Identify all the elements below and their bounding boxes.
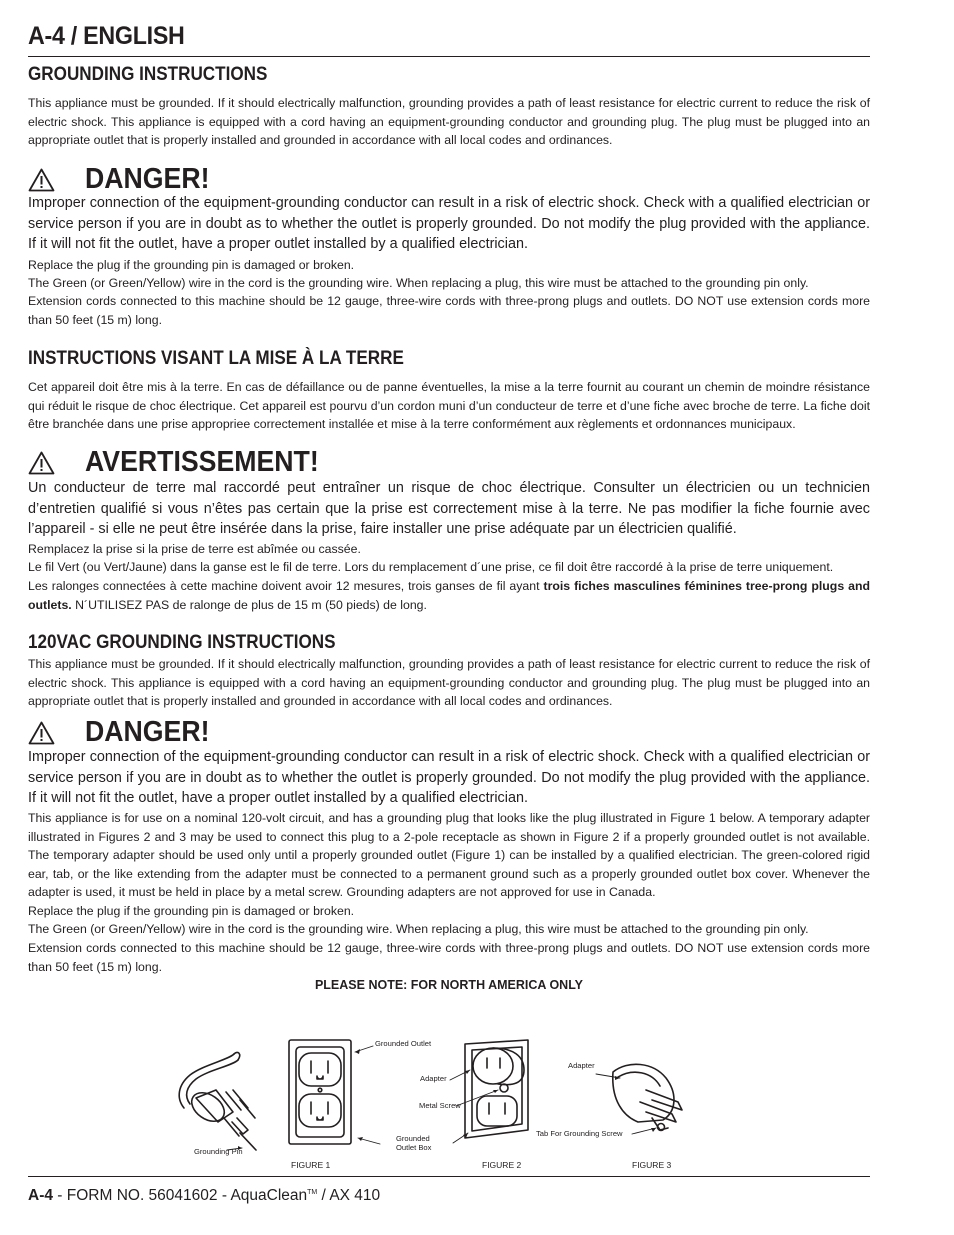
label-grounded-outlet-box — [396, 1135, 431, 1152]
french-grounding-heading: INSTRUCTIONS VISANT LA MISE À LA TERRE — [28, 348, 404, 369]
figure-2-label: FIGURE 2 — [482, 1160, 522, 1170]
french-grounding-body: Cet appareil doit être mis à la terre. En cas de défaillance ou de panne éventuelles, la mise a la terre fournit au courant un chemin de moindre résistance qui réduit le risque de choc électrique. Cet appareil est pourvu d’un cordon muni d’un conducteur de terre et d’une fiche avec broche de terre. La fiche doit être branchée dans une prise appropriee correctement installée et mise à la terre conformément aux règlements et ordonnances municipaux. — [28, 380, 870, 432]
danger-heading-2 — [28, 716, 220, 749]
ralonges-text-bold: trois fiches masculines féminines tree-prong plugs and outlets. — [28, 579, 870, 612]
footer-trademark: TM — [307, 1188, 318, 1196]
figure-3-label: FIGURE 3 — [632, 1160, 672, 1170]
footer-page-ref: A-4 — [28, 1187, 53, 1204]
label-metal-screw: Metal Screw — [419, 1101, 461, 1110]
danger-line-extension-cords-2: Extension cords connected to this machine should be 12 gauge, three-wire cords with three-prong plugs and outlets. DO NOT use extension cords more than 50 feet (15 m) long. — [28, 941, 870, 974]
label-grounding-pin: Grounding Pin — [194, 1147, 243, 1156]
danger-line-replace-plug-1: Replace the plug if the grounding pin is damaged or broken. — [28, 258, 355, 272]
footer-rule — [28, 1176, 870, 1177]
avertissement-heading — [28, 446, 339, 479]
north-america-note: PLEASE NOTE: FOR NORTH AMERICA ONLY — [314, 978, 584, 992]
label-grounded: Grounded — [396, 1134, 430, 1143]
warning-triangle-icon — [28, 451, 55, 475]
label-tab-grounding-screw: Tab For Grounding Screw — [536, 1129, 623, 1138]
danger-line-replace-plug-2: Replace the plug if the grounding pin is damaged or broken. — [28, 904, 355, 918]
avertissement-line-fil-vert: Le fil Vert (ou Vert/Jaune) dans la ganse est le fil de terre. Lors du remplacement d´une prise, ce fil doit être raccordé à la prise de terre uniquement. — [28, 560, 834, 574]
grounded-outlet-drawing — [289, 1040, 351, 1144]
grounding-instructions-body: This appliance must be grounded. If it should electrically malfunction, grounding provides a path of least resistance for electric current to reduce the risk of electric shock. This appliance is equipped with a cord having an equipment-grounding conductor and grounding plug. The plug must be plugged into an appropriate outlet that is properly installed and grounded in accordance with all local codes and ordinances. — [28, 96, 870, 148]
danger-body-2: Improper connection of the equipment-grounding conductor can result in a risk of electric shock. Check with a qualified electrician or service person if you are in doubt as to whether the outlet is properly grounded. Do not modify the plug provided with the appliance. If it will not fit the outlet, have a proper outlet installed by a qualified electrician. — [28, 749, 870, 807]
avertissement-title: AVERTISSEMENT! — [85, 446, 319, 478]
label-outlet-box: Outlet Box — [396, 1142, 432, 1152]
warning-triangle-icon — [28, 721, 55, 745]
label-adapter: Adapter — [420, 1074, 447, 1083]
danger-heading-1 — [28, 163, 220, 196]
grounding-plug-drawing — [179, 1052, 256, 1150]
danger-line-extension-cords-1: Extension cords connected to this machine should be 12 gauge, three-wire cords with three-prong plugs and outlets. DO NOT use extension cords more than 50 feet (15 m) long. — [28, 294, 870, 327]
label-grounded-outlet: Grounded Outlet — [375, 1039, 432, 1048]
danger-body-1: Improper connection of the equipment-grounding conductor can result in a risk of electric shock. Check with a qualified electrician or service person if you are in doubt as to whether the outlet is properly grounded. Do not modify the plug provided with the appliance. If it will not fit the outlet, have a proper outlet installed by a qualified electrician. — [28, 195, 870, 253]
figures-area — [28, 1030, 870, 1175]
danger-line-green-wire-1: The Green (or Green/Yellow) wire in the cord is the grounding wire. When replacing a plug, this wire must be attached to the grounding pin only. — [28, 276, 809, 290]
120vac-heading: 120VAC GROUNDING INSTRUCTIONS — [28, 632, 336, 653]
ralonges-text-a: Les ralonges connectées à cette machine doivent avoir 12 mesures, trois ganses de fil ayant — [28, 579, 544, 593]
ralonges-text-c: N´UTILISEZ PAS de ralonge de plus de 15 m (50 pieds) de long. — [71, 597, 427, 612]
footer — [28, 1187, 380, 1205]
footer-model: / AX 410 — [317, 1187, 381, 1204]
120vac-body: This appliance must be grounded. If it should electrically malfunction, grounding provides a path of least resistance for electric current to reduce the risk of electric shock. This appliance is equipped with a cord having an equipment-grounding conductor and grounding plug. The plug must be plugged into an appropriate outlet that is properly installed and grounded in accordance with all local codes and ordinances. — [28, 657, 870, 709]
label-adapter-fig3: Adapter — [568, 1061, 595, 1070]
header-rule — [28, 56, 870, 57]
danger-adapter-paragraph: This appliance is for use on a nominal 120-volt circuit, and has a grounding plug that looks like the plug illustrated in Figure 1 below. A temporary adapter illustrated in Figures 2 and 3 may be used to connect this plug to a 2-pole receptacle as shown in Figure 2 if a properly grounded outlet is not available. The temporary adapter should be used only until a properly grounded outlet (Figure 1) can be installed by a qualified electrician. The green-colored rigid ear, tab, or the like extending from the adapter must be connected to a permanent ground such as a properly grounded outlet box cover. Whenever the adapter is used, it must be held in place by a metal screw. Grounding adapters are not approved for use in Canada. — [28, 811, 870, 900]
warning-triangle-icon — [28, 168, 55, 192]
adapter-outlet-drawing — [465, 1040, 528, 1138]
footer-form-number: - FORM NO. 56041602 - AquaClean — [52, 1187, 308, 1204]
danger-title-1: DANGER! — [85, 163, 210, 195]
danger-line-green-wire-2: The Green (or Green/Yellow) wire in the cord is the grounding wire. When replacing a plug, this wire must be attached to the grounding pin only. — [28, 922, 809, 936]
avertissement-line-remplacez: Remplacez la prise si la prise de terre est abîmée ou cassée. — [28, 542, 361, 556]
adapter-drawing — [613, 1064, 682, 1130]
avertissement-body: Un conducteur de terre mal raccordé peut entraîner un risque de choc électrique. Consulter un électricien ou un technicien d’entretien qualifié si vous n’êtes pas certain que la prise est correctement mise à la terre. Ne pas modifier la fiche fournie avec l’appareil - si elle ne peut être insérée dans la prise, faire installer une prise adéquate par un électricien qualifié. — [28, 480, 870, 538]
figure-1-label: FIGURE 1 — [291, 1160, 331, 1170]
grounding-instructions-heading: GROUNDING INSTRUCTIONS — [28, 64, 268, 85]
page-title: A-4 / ENGLISH — [28, 22, 185, 50]
danger-title-2: DANGER! — [85, 716, 210, 748]
avertissement-line-ralonges — [28, 577, 870, 614]
